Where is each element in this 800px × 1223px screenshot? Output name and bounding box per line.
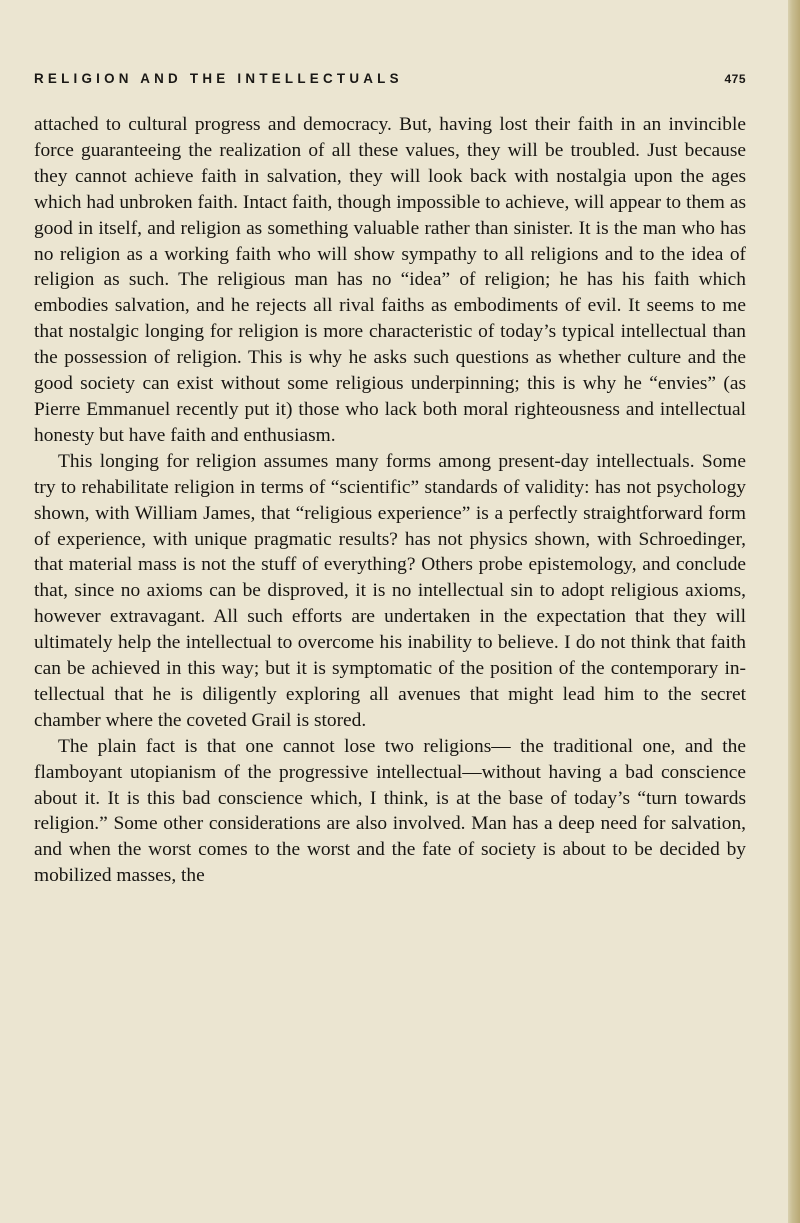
paragraph-2: This longing for religion assumes many forms among present-day intellectuals. Some try to rehabilitate religion in terms of “scientific” standards of validity: has not psychology shown, with William James, that “religious experience” is a perfectly straightforward form of experience, with unique pragmatic results? has not physics shown, with Schroedinger, that material mass is not the stuff of everything? Others probe epistemology, and conclude that, since no axioms can be disproved, it is no intellectual sin to adopt religious axioms, however extravagant. All such efforts are undertaken in the expectation that they will ultimately help the intellectual to overcome his inability to believe. I do not think that faith can be achieved in this way; but it is symptomatic of the position of the contemporary intellectual that he is diligently exploring all avenues that might lead him to the secret chamber where the coveted Grail is stored. [34, 450, 746, 731]
running-title: RELIGION AND THE INTELLECTUALS [34, 71, 403, 86]
page-number: 475 [724, 72, 746, 86]
page-edge [788, 0, 800, 1223]
running-head [34, 69, 746, 89]
paragraph-1: attached to cultural progress and democracy. But, having lost their faith in an invincible force guaranteeing the realization of all these values, they will be troubled. Just because they cannot achieve faith in salvation, they will look back with nostalgia upon the ages which had unbroken faith. Intact faith, though impossible to achieve, will appear to them as good in itself, and religion as something valuable rather than sinister. It is the man who has no religion as a working faith who will show sympathy to all religions and to the idea of religion as such. The religious man has no “idea” of religion; he has his faith which embodies salvation, and he rejects all rival faiths as embodiments of evil. It seems to me that nostalgic longing for religion is more characteristic of today’s typical intellectual than the possession of religion. This is why he asks such questions as whether culture and the good society can exist without some religious underpinning; this is why he “envies” (as Pierre Emmanuel recently put it) those who lack both moral righteousness and intellectual honesty but have faith and enthusiasm. [34, 114, 746, 446]
paragraph-3: The plain fact is that one cannot lose two religions— the traditional one, and the flamboyant utopianism of the progressive intellectual—without having a bad conscience about it. It is this bad conscience which, I think, is at the base of today’s “turn towards religion.” Some other considerations are also involved. Man has a deep need for salvation, and when the worst comes to the worst and the fate of society is about to be decided by mobilized masses, the [34, 735, 746, 887]
body-text [34, 112, 746, 889]
